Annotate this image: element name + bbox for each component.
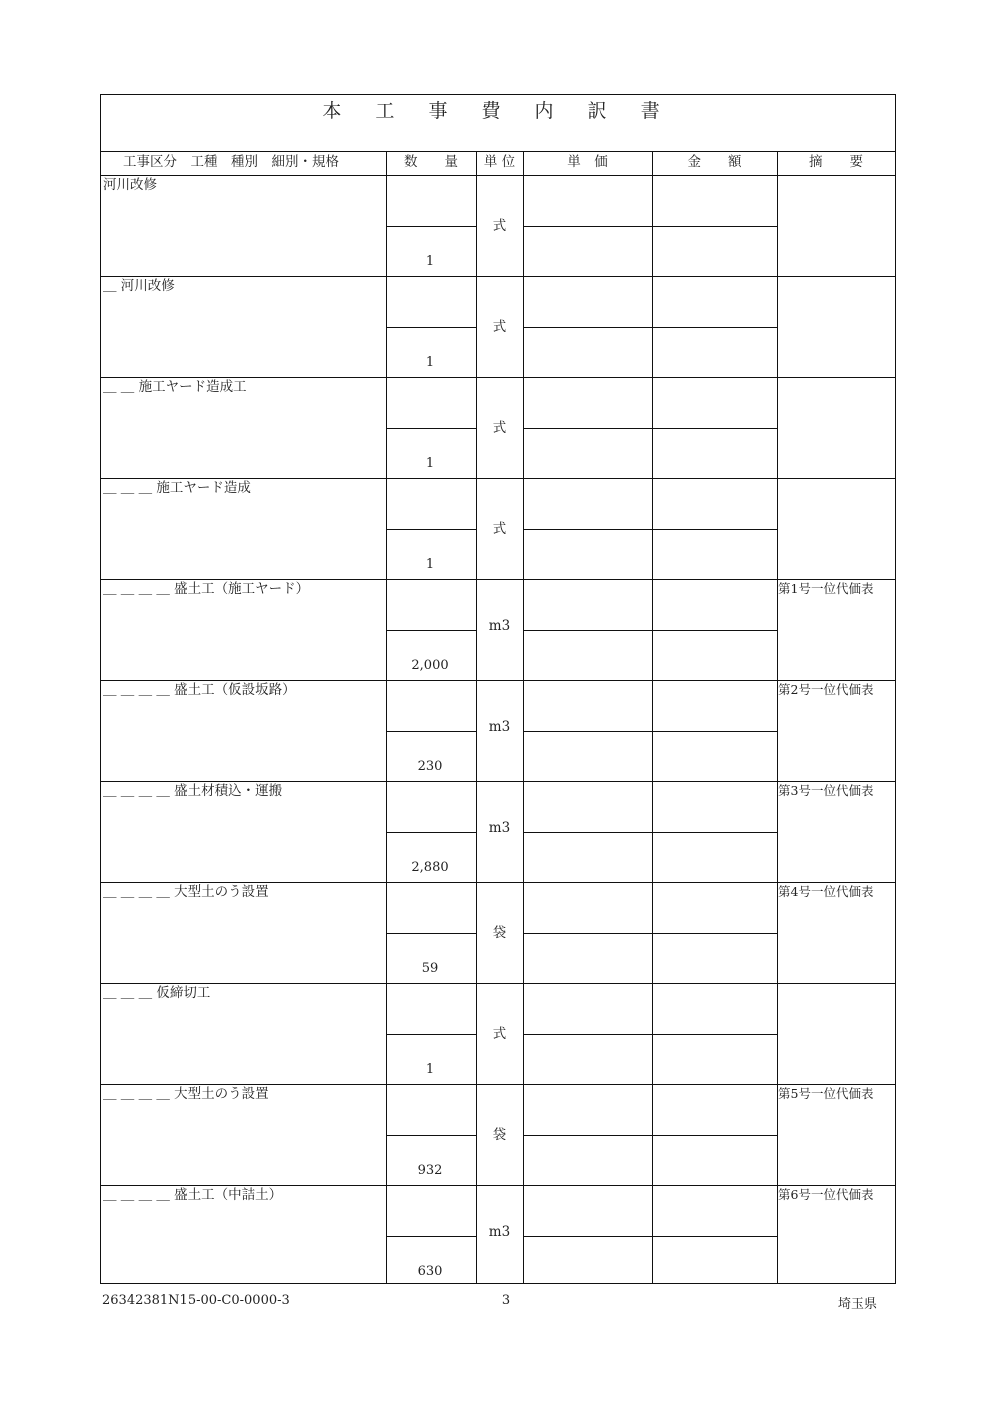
item-unit: 式 (492, 521, 507, 537)
item-quantity: 1 (425, 557, 435, 572)
item-remarks: 第4号一位代価表 (778, 884, 874, 899)
item-unit: 式 (492, 420, 507, 436)
item-quantity: 59 (421, 961, 439, 976)
item-name: 河川改修 (103, 177, 157, 193)
item-quantity: 2,880 (411, 860, 449, 875)
item-unit: 式 (492, 319, 507, 335)
item-unit: m3 (488, 618, 511, 634)
header-quantity: 数 量 (386, 151, 476, 176)
table-row (101, 1186, 895, 1287)
table-row (101, 782, 895, 883)
header-unit: 単 位 (476, 151, 523, 176)
header-category: 工事区分 工種 種別 細別・規格 (101, 151, 386, 176)
item-quantity: 932 (417, 1163, 443, 1178)
item-quantity: 1 (425, 456, 435, 471)
item-name: ＿ ＿ ＿ ＿ 大型土のう設置 (103, 884, 269, 900)
item-quantity: 1 (425, 355, 435, 370)
item-name: ＿ ＿ ＿ ＿ 盛土工（中詰土） (103, 1187, 283, 1203)
item-name: ＿ ＿ ＿ ＿ 盛土材積込・運搬 (103, 783, 283, 799)
item-remarks: 第2号一位代価表 (778, 682, 874, 697)
table-row (101, 580, 895, 681)
item-name: ＿ ＿ ＿ ＿ 盛土工（施工ヤード） (103, 581, 310, 597)
document-code: 26342381N15-00-C0-0000-3 (102, 1293, 290, 1308)
item-unit: m3 (488, 820, 511, 836)
item-unit: 式 (492, 218, 507, 234)
table-row (101, 277, 895, 378)
item-name: ＿ ＿ ＿ 施工ヤード造成 (103, 480, 251, 496)
item-name: ＿ ＿ ＿ 仮締切工 (103, 985, 211, 1001)
item-remarks: 第3号一位代価表 (778, 783, 874, 798)
item-unit: m3 (488, 1224, 511, 1240)
table-row (101, 984, 895, 1085)
item-unit: m3 (488, 719, 511, 735)
page-number: 3 (501, 1293, 511, 1308)
header-unit-price: 単 価 (523, 151, 652, 176)
table-row (101, 681, 895, 782)
header-amount: 金 額 (652, 151, 777, 176)
item-remarks: 第1号一位代価表 (778, 581, 874, 596)
document-title: 本 工 事 費 内 訳 書 (101, 95, 895, 152)
item-quantity: 2,000 (411, 658, 449, 673)
table-row (101, 176, 895, 277)
item-quantity: 1 (425, 1062, 435, 1077)
item-unit: 式 (492, 1026, 507, 1042)
item-name: ＿ ＿ 施工ヤード造成工 (103, 379, 247, 395)
header-remarks: 摘 要 (777, 151, 895, 176)
item-remarks: 第5号一位代価表 (778, 1086, 874, 1101)
table-row (101, 479, 895, 580)
table-row (101, 1085, 895, 1186)
table-row (101, 883, 895, 984)
item-remarks: 第6号一位代価表 (778, 1187, 874, 1202)
item-quantity: 1 (425, 254, 435, 269)
item-quantity: 230 (417, 759, 443, 774)
table-row (101, 378, 895, 479)
item-name: ＿ ＿ ＿ ＿ 盛土工（仮設坂路） (103, 682, 296, 698)
prefecture-label: 埼玉県 (838, 1297, 878, 1312)
item-unit: 袋 (492, 925, 507, 941)
item-name: ＿ 河川改修 (103, 278, 175, 294)
item-quantity: 630 (417, 1264, 443, 1279)
item-name: ＿ ＿ ＿ ＿ 大型土のう設置 (103, 1086, 269, 1102)
estimate-sheet (100, 94, 896, 1284)
item-unit: 袋 (492, 1127, 507, 1143)
